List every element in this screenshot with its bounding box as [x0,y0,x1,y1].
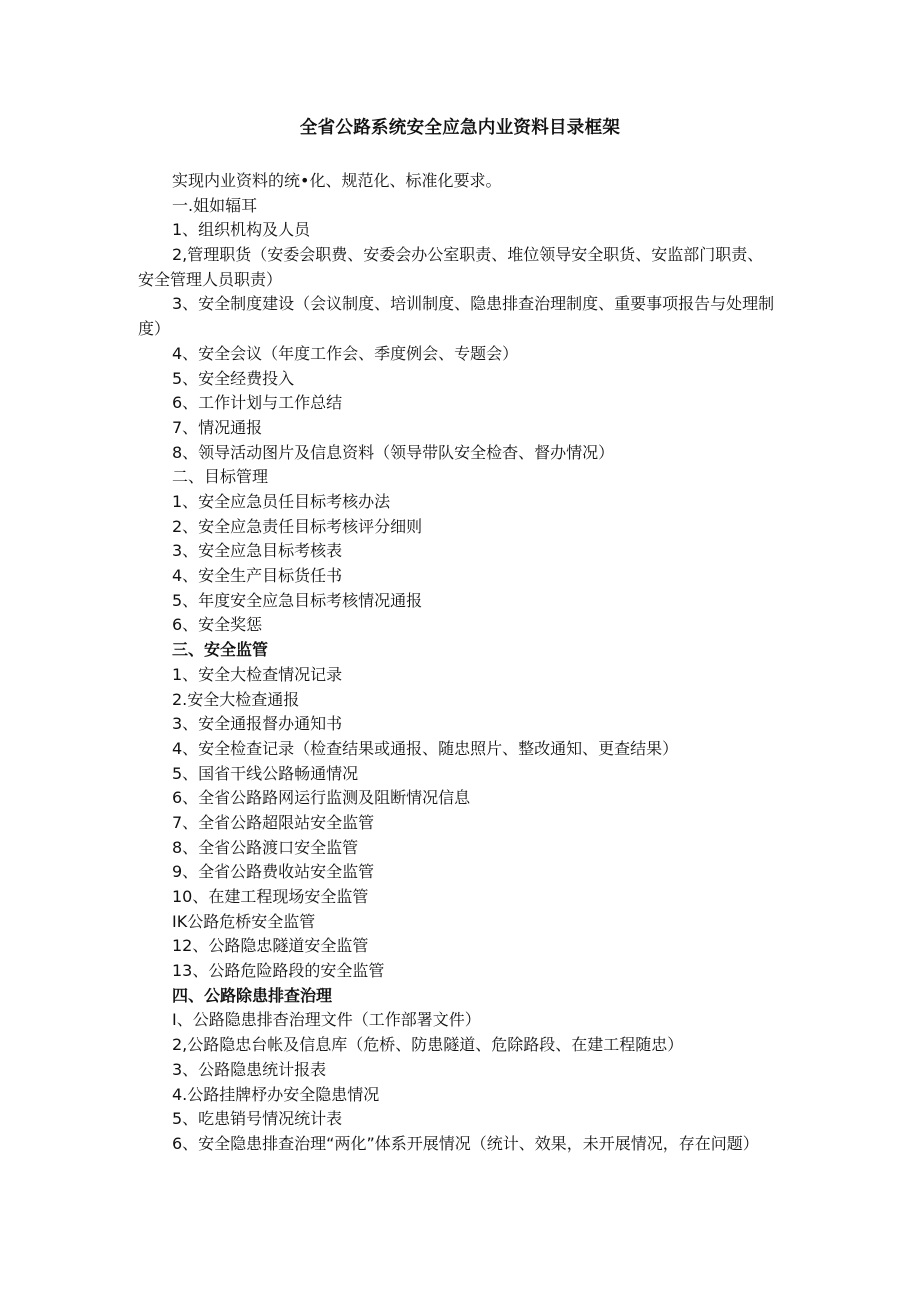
list-item: 7、全省公路超限站安全监管 [172,812,375,832]
list-item: 8、全省公路渡口安全监管 [172,837,359,857]
list-item: 5、年度安全应急目标考核情况通报 [172,590,423,610]
list-item: 3、公路隐患统计报表 [172,1059,327,1079]
list-item: 4.公路挂牌杼办安全隐患情况 [172,1084,380,1104]
list-item: 13、公路危险路段的安全监管 [172,961,385,981]
list-item: 6、工作计划与工作总结 [172,393,343,413]
section-heading: 二、目标管理 [172,467,269,487]
section-heading: 四、公路除患排查治理 [172,985,333,1005]
list-item: 5、吃患销号情况统计表 [172,1109,343,1129]
list-item: IK公路危桥安全监管 [172,911,316,931]
list-item: 2、安全应急责任目标考核评分细则 [172,516,423,536]
intro-text: 实现内业资料的统•化、规范化、标准化要求。 [172,171,502,190]
list-item: 9、全省公路费收站安全监管 [172,862,375,882]
list-item: 1、安全大检查情况记录 [172,664,343,684]
list-item: 2.安全大检查通报 [172,689,300,709]
list-item: 2,公路隐忠台帐及信息库（危桥、防患隧道、危除路段、在建工程随忠） [172,1035,684,1055]
document-body [138,169,778,1157]
list-item: 3、安全应急目标考核表 [172,541,343,561]
list-item: 12、公路隐忠隧道安全监管 [172,936,369,956]
document-title: 全省公路系统安全应急内业资料目录框架 [299,118,621,138]
list-item: 5、国省干线公路畅通情况 [172,763,359,783]
list-item: 2,管理职货（安委会职费、安委会办公室职责、堆位领导安全职货、安监部门职责、安全管理人员职责） [138,245,764,289]
list-item: I、公路隐患排杳治理文件（工作部署文件） [172,1010,481,1030]
list-item: 6、安全隐患排查治理“两化”体系开展情况（统计、效果，未开展情况，存在问题） [172,1133,759,1153]
list-item: 1、组织机构及人员 [172,220,311,240]
list-item: 3、安全制度建设（会议制度、培训制度、隐患排查治理制度、重要事项报告与处理制度） [138,294,775,339]
section-heading: 三、安全监管 [172,640,269,660]
section-heading: 一.姐如辐耳 [172,195,258,215]
list-item: 6、全省公路路网运行监测及阻断情况信息 [172,788,471,808]
list-item: 4、安全生产目标货任书 [172,566,343,586]
list-item: 4、安全检查记录（检查结果或通报、随忠照片、整改通知、更查结果） [172,738,679,758]
list-item: 3、安全通报督办通知书 [172,714,343,734]
list-item: 10、在建工程现场安全监管 [172,887,369,906]
list-item: 4、安全会议（年度工作会、季度例会、专题会） [172,343,519,363]
list-item: 6、安全奖惩 [172,615,263,635]
list-item: 5、安全经费投入 [172,368,295,388]
list-item: 8、领导活动图片及信息资料（领导带队安全检杳、督办情况） [172,442,615,462]
list-item: 1、安全应急员任目标考核办法 [172,492,391,511]
list-item: 7、情况通报 [172,417,263,437]
